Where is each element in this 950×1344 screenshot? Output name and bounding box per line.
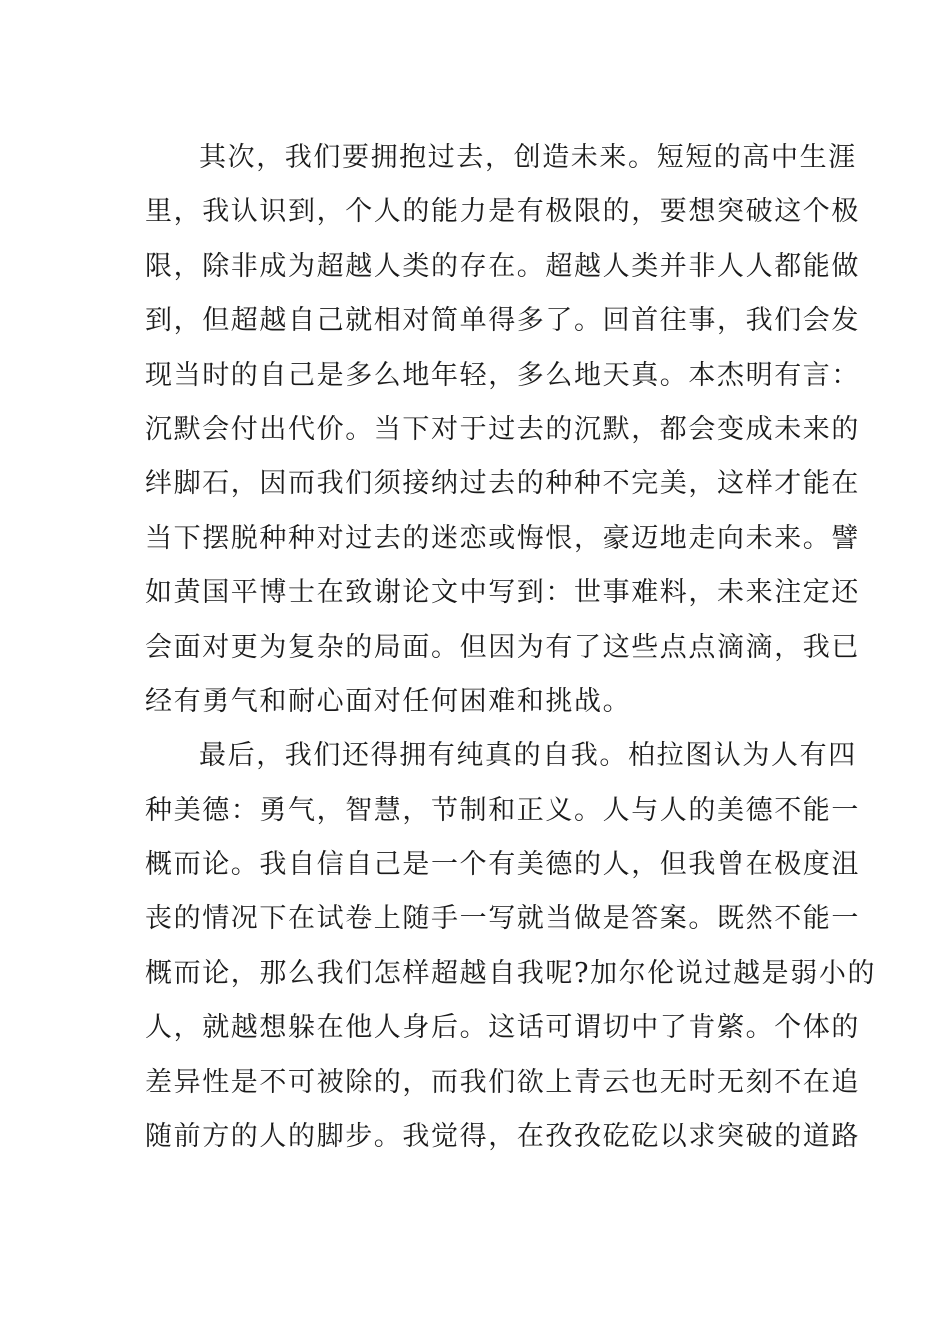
text-line: 沉默会付出代价。当下对于过去的沉默，都会变成未来的 [145, 413, 860, 445]
text-line: 人，就越想躲在他人身后。这话可谓切中了肯綮。个体的 [145, 1012, 860, 1044]
text-line: 里，我认识到，个人的能力是有极限的，要想突破这个极 [145, 196, 860, 228]
text-line: 概而论。我自信自己是一个有美德的人，但我曾在极度沮 [145, 849, 860, 881]
text-line: 会面对更为复杂的局面。但因为有了这些点点滴滴，我已 [145, 631, 860, 663]
text-line: 差异性是不可被除的，而我们欲上青云也无时无刻不在追 [145, 1066, 860, 1098]
text-line: 丧的情况下在试卷上随手一写就当做是答案。既然不能一 [145, 903, 860, 935]
text-line: 经有勇气和耐心面对任何困难和挑战。 [145, 685, 632, 717]
document-body [145, 131, 877, 1164]
text-line: 当下摆脱种种对过去的迷恋或悔恨，豪迈地走向未来。譬 [145, 522, 860, 554]
text-line: 最后，我们还得拥有纯真的自我。柏拉图认为人有四 [199, 740, 857, 772]
paragraph-embrace-past [145, 131, 860, 729]
text-line: 种美德：勇气，智慧，节制和正义。人与人的美德不能一 [145, 794, 860, 826]
paragraph-pure-self [145, 729, 877, 1164]
text-line: 绊脚石，因而我们须接纳过去的种种不完美，这样才能在 [145, 468, 860, 500]
text-line: 其次，我们要拥抱过去，创造未来。短短的高中生涯 [199, 142, 857, 173]
text-line: 限，除非成为超越人类的存在。超越人类并非人人都能做 [145, 250, 860, 282]
text-line: 概而论，那么我们怎样超越自我呢?加尔伦说过越是弱小的 [145, 957, 877, 989]
text-line: 到，但超越自己就相对简单得多了。回首往事，我们会发 [145, 305, 860, 337]
text-line: 现当时的自己是多么地年轻，多么地天真。本杰明有言： [145, 359, 860, 391]
text-line: 如黄国平博士在致谢论文中写到：世事难料，未来注定还 [145, 577, 860, 609]
text-line: 随前方的人的脚步。我觉得，在孜孜矻矻以求突破的道路 [145, 1121, 860, 1153]
